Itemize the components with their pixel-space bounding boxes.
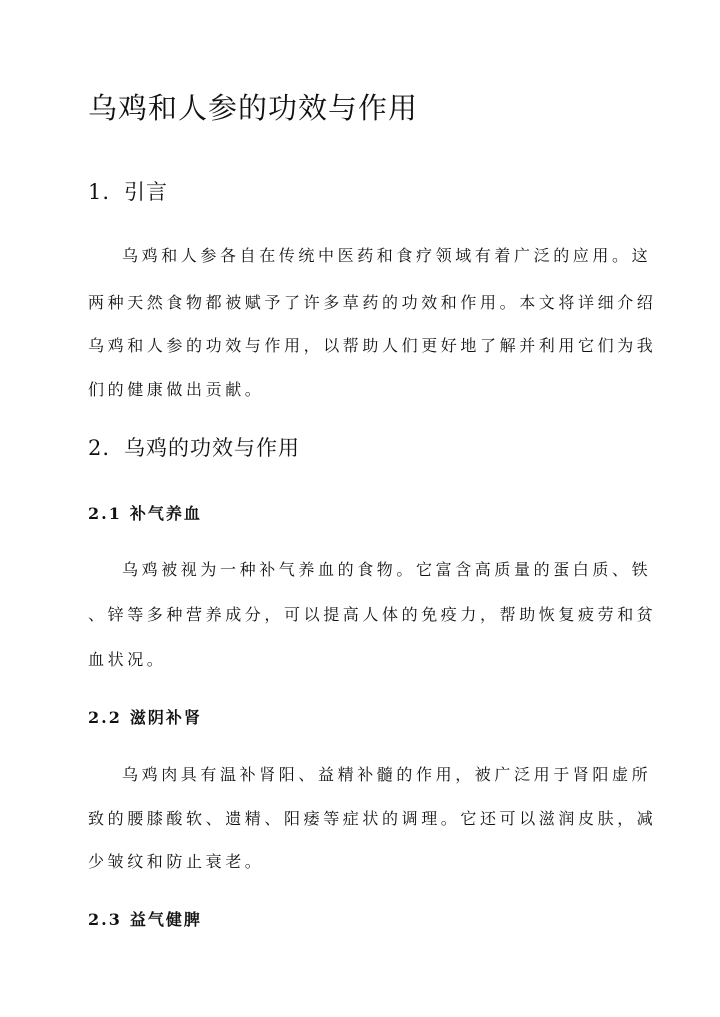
paragraph-line: 乌鸡肉具有温补肾阳、益精补髓的作用，被广泛用于肾阳虚所: [122, 765, 652, 784]
section-title: 乌鸡的功效与作用: [124, 436, 301, 460]
subsection-number: 2.2: [88, 708, 122, 727]
section-heading-wuji: [88, 432, 300, 462]
section-number: 2.: [88, 436, 111, 460]
paragraph-line: 乌鸡和人参各自在传统中医药和食疗领域有着广泛的应用。这: [122, 246, 652, 265]
subsection-number: 2.3: [88, 910, 122, 929]
paragraph-line: 致的腰膝酸软、遗精、阳痿等症状的调理。它还可以滋润皮肤，减: [88, 809, 657, 828]
subsection-heading: [88, 705, 202, 728]
document-title: 乌鸡和人参的功效与作用: [88, 91, 419, 125]
section-number: 1.: [88, 180, 111, 204]
section-heading-introduction: [88, 176, 168, 206]
paragraph-line: 血状况。: [88, 650, 167, 669]
paragraph-line: 、锌等多种营养成分，可以提高人体的免疫力，帮助恢复疲劳和贫: [88, 605, 657, 624]
subsection-number: 2.1: [88, 504, 122, 523]
paragraph-line: 们的健康做出贡献。: [88, 380, 265, 399]
paragraph-line: 乌鸡被视为一种补气养血的食物。它富含高质量的蛋白质、铁: [122, 560, 652, 579]
paragraph-line: 少皱纹和防止衰老。: [88, 852, 265, 871]
subsection-heading: [88, 907, 202, 930]
subsection-title: 滋阴补肾: [129, 708, 202, 727]
subsection-title: 补气养血: [129, 504, 202, 523]
subsection-heading: [88, 501, 202, 524]
paragraph-line: 两种天然食物都被赋予了许多草药的功效和作用。本文将详细介绍: [88, 293, 657, 312]
subsection-title: 益气健脾: [129, 910, 202, 929]
section-title: 引言: [124, 180, 169, 204]
paragraph-line: 乌鸡和人参的功效与作用，以帮助人们更好地了解并利用它们为我: [88, 336, 657, 355]
